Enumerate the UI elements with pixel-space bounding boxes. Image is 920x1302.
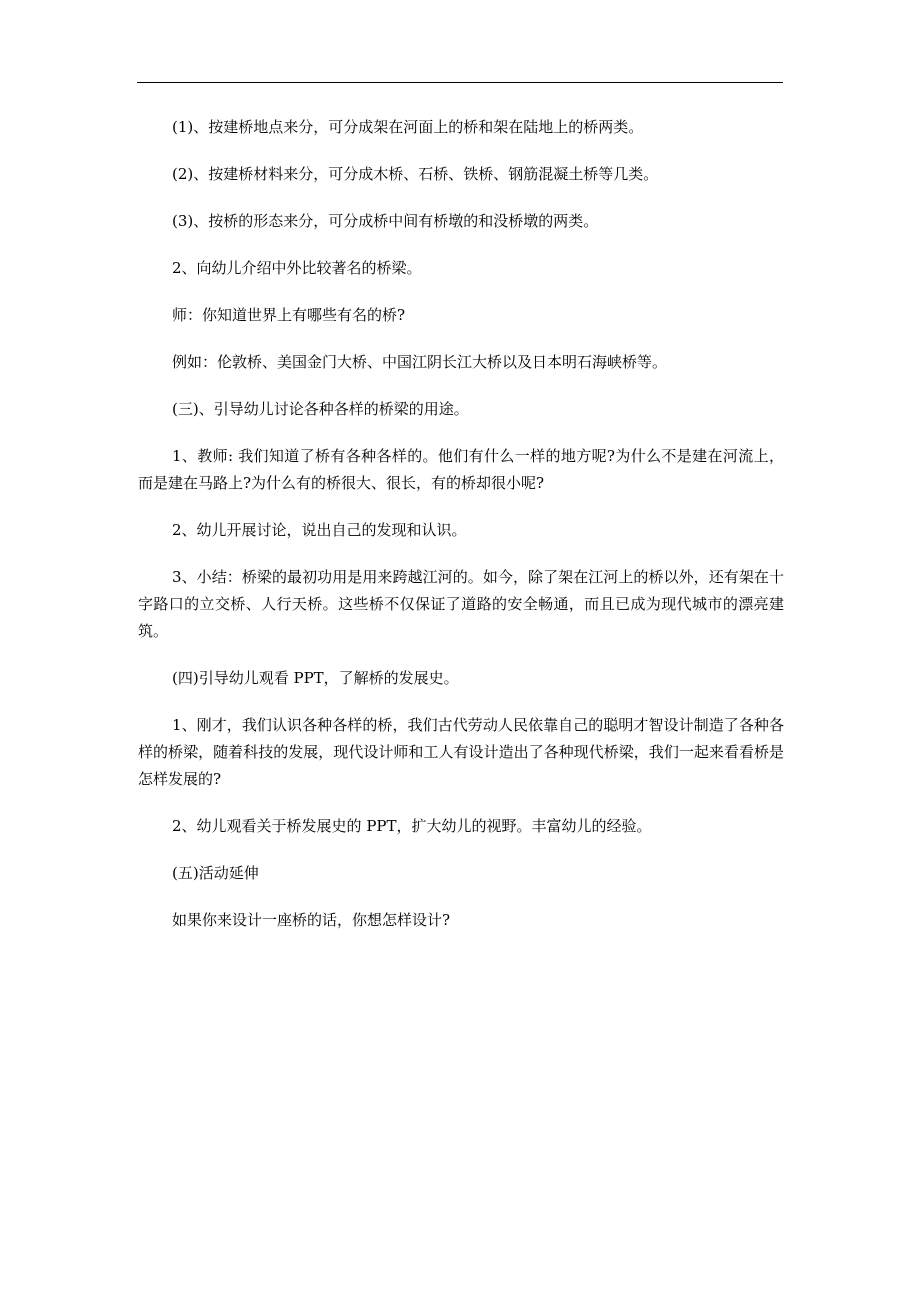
paragraph-classify-by-shape: (3)、按桥的形态来分，可分成桥中间有桥墩的和没桥墩的两类。: [172, 212, 599, 230]
section-heading-discuss-uses: (三)、引导幼儿讨论各种各样的桥梁的用途。: [172, 400, 469, 418]
header-rule: [137, 82, 783, 83]
paragraph-teacher-question: 师：你知道世界上有哪些有名的桥?: [172, 306, 406, 324]
paragraph-summary: 3、小结：桥梁的最初功用是用来跨越江河的。如今，除了架在江河上的桥以外，还有架在十字路口的立交桥、人行天桥。这些桥不仅保证了道路的安全畅通，而且已成为现代城市的漂亮建筑。: [138, 568, 784, 640]
paragraph-examples: 例如：伦敦桥、美国金门大桥、中国江阴长江大桥以及日本明石海峡桥等。: [172, 353, 668, 371]
paragraph-teacher-prompt: 1、教师: 我们知道了桥有各种各样的。他们有什么一样的地方呢?为什么不是建在河流上，而是建在马路上?为什么有的桥很大、很长，有的桥却很小呢?: [138, 447, 784, 492]
section-heading-extension: (五)活动延伸: [172, 864, 259, 882]
paragraph-watch-ppt: 2、幼儿观看关于桥发展史的 PPT，扩大幼儿的视野。丰富幼儿的经验。: [172, 817, 652, 835]
document-body: [138, 114, 784, 954]
paragraph-design-question: 如果你来设计一座桥的话，你想怎样设计?: [172, 911, 451, 929]
paragraph-children-discuss: 2、幼儿开展讨论，说出自己的发现和认识。: [172, 521, 467, 539]
paragraph-classify-by-location: (1)、按建桥地点来分，可分成架在河面上的桥和架在陆地上的桥两类。: [172, 118, 644, 136]
section-heading-watch-ppt: (四)引导幼儿观看 PPT，了解桥的发展史。: [172, 669, 459, 687]
paragraph-classify-by-material: (2)、按建桥材料来分，可分成木桥、石桥、铁桥、钢筋混凝土桥等几类。: [172, 165, 659, 183]
paragraph-bridge-history: 1、刚才，我们认识各种各样的桥，我们古代劳动人民依靠自己的聪明才智设计制造了各种各样的桥梁，随着科技的发展，现代设计师和工人有设计造出了各种现代桥梁，我们一起来看看桥是怎样发展的?: [138, 716, 784, 788]
paragraph-famous-bridges-intro: 2、向幼儿介绍中外比较著名的桥梁。: [172, 259, 422, 277]
